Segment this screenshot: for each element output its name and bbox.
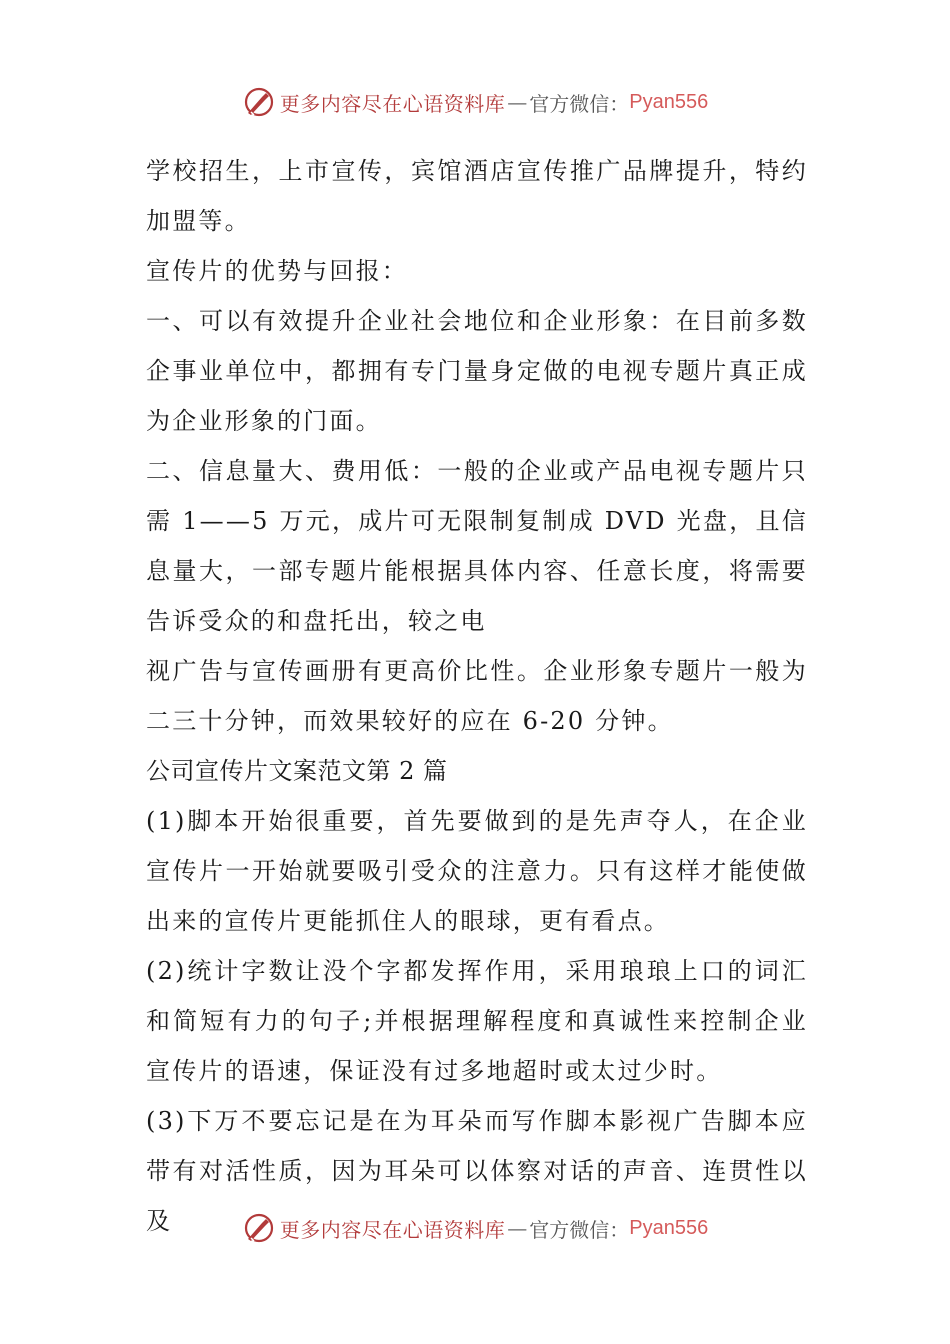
paragraph: (2)统计字数让没个字都发挥作用，采用琅琅上口的词汇和简短有力的句子;并根据理解程度和真诚性来控制企业宣传片的语速，保证没有过多地超时或太过少时。 bbox=[146, 957, 808, 1085]
section-heading: 宣传片的优势与回报： bbox=[146, 257, 408, 285]
wechat-label: 官方微信： bbox=[529, 1217, 630, 1242]
banner-title: 更多内容尽在心语资料库 bbox=[279, 91, 506, 116]
pen-logo-icon bbox=[242, 1211, 276, 1245]
paragraph: 一、可以有效提升企业社会地位和企业形象：在目前多数企事业单位中，都拥有专门量身定做的电视专题片真正成为企业形象的门面。 bbox=[146, 307, 808, 435]
banner-separator: — bbox=[507, 90, 528, 114]
paragraph: (1)脚本开始很重要，首先要做到的是先声夺人，在企业宣传片一开始就要吸引受众的注意力。只有这样才能使做出来的宣传片更能抓住人的眼球，更有看点。 bbox=[146, 807, 808, 935]
wechat-id: Pyan556 bbox=[629, 90, 709, 113]
paragraph: 二、信息量大、费用低：一般的企业或产品电视专题片只需 1——5 万元，成片可无限制复制成 DVD 光盘，且信息量大，一部专题片能根据具体内容、任意长度，将需要告诉受众的和盘托出，较之电 bbox=[146, 457, 808, 635]
footer-banner bbox=[0, 1208, 950, 1248]
header-banner bbox=[0, 82, 950, 122]
paragraph: 学校招生，上市宣传，宾馆酒店宣传推广品牌提升，特约加盟等。 bbox=[146, 157, 808, 235]
banner-title: 更多内容尽在心语资料库 bbox=[279, 1217, 506, 1242]
wechat-id: Pyan556 bbox=[629, 1216, 709, 1239]
section-heading: 公司宣传片文案范文第 2 篇 bbox=[146, 757, 448, 785]
paragraph: 视广告与宣传画册有更高价比性。企业形象专题片一般为二三十分钟，而效果较好的应在 6-20 分钟。 bbox=[146, 657, 808, 735]
paragraph: (3)下万不要忘记是在为耳朵而写作脚本影视广告脚本应带有对活性质，因为耳朵可以体察对话的声音、连贯性以及 bbox=[146, 1107, 808, 1235]
pen-logo-icon bbox=[242, 85, 276, 119]
document-body bbox=[146, 146, 808, 1246]
wechat-label: 官方微信： bbox=[529, 91, 630, 116]
banner-separator: — bbox=[507, 1216, 528, 1240]
